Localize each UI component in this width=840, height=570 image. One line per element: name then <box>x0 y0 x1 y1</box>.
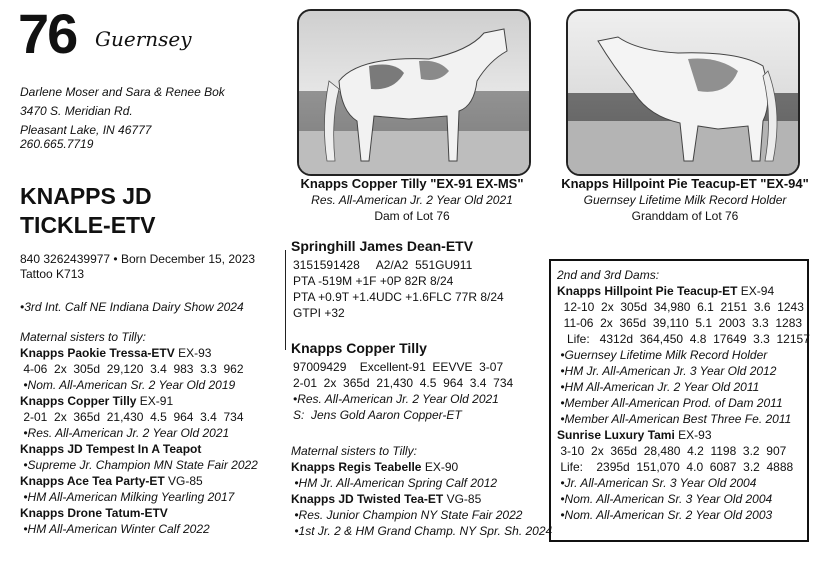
dam-record: 2-01 2x 365d 21,430 4.5 964 3.4 734 <box>293 376 514 390</box>
record-line: Life: 4312d 364,450 4.8 17649 3.3 12157 <box>557 332 810 346</box>
dam-award: •Res. All-American Jr. 2 Year Old 2021 <box>293 392 499 406</box>
award-line: •HM All-American Winter Calf 2022 <box>20 522 210 536</box>
dam-caption <box>282 176 542 224</box>
dam-photo <box>297 9 531 176</box>
sire-pta-1: PTA -519M +1F +0P 82R 8/24 <box>293 274 454 288</box>
animal-entry <box>291 491 552 507</box>
award-line: •Member All-American Prod. of Dam 2011 <box>557 396 783 410</box>
sire-pta-2: PTA +0.9T +1.4UDC +1.6FLC 77R 8/24 <box>293 290 504 304</box>
dam-caption-relation: Dam of Lot 76 <box>374 209 450 223</box>
award-line: •Supreme Jr. Champion MN State Fair 2022 <box>20 458 258 472</box>
sire-name: Springhill James Dean-ETV <box>291 238 474 254</box>
animal-name <box>20 182 155 240</box>
animal-entry <box>557 427 810 443</box>
animal-entry-name: Knapps Hillpoint Pie Teacup-ET <box>557 284 738 298</box>
dam-reg-line: 97009429 Excellent-91 EEVVE 3-07 <box>293 360 504 374</box>
animal-name-line-2: TICKLE-ETV <box>20 212 156 238</box>
award-line: •HM All-American Jr. 2 Year Old 2011 <box>557 380 760 394</box>
sire-details <box>293 257 504 321</box>
left-sisters-heading: Maternal sisters to Tilly: <box>20 330 146 344</box>
award-line: •HM Jr. All-American Spring Calf 2012 <box>291 476 498 490</box>
dams-box-list <box>557 283 810 523</box>
record-line: Life: 2395d 151,070 4.0 6087 3.2 4888 <box>557 460 794 474</box>
granddam-caption <box>542 176 828 224</box>
award-line: •1st Jr. 2 & HM Grand Champ. NY Spr. Sh. 2024 <box>291 524 553 538</box>
record-line: 3-10 2x 365d 28,480 4.2 1198 3.2 907 <box>557 444 787 458</box>
animal-entry-score: EX-90 <box>421 460 459 474</box>
breed-label: Guernsey <box>95 27 192 51</box>
animal-entry-name: Knapps Regis Teabelle <box>291 460 422 474</box>
cow-image-granddam <box>568 11 798 174</box>
animal-entry <box>20 345 258 361</box>
dam-caption-award: Res. All-American Jr. 2 Year Old 2021 <box>311 193 513 207</box>
dam-sire-line: S: Jens Gold Aaron Copper-ET <box>293 408 462 422</box>
sire-gtpi: GTPI +32 <box>293 306 345 320</box>
animal-entry-score: EX-93 <box>174 346 212 360</box>
animal-entry <box>20 473 258 489</box>
granddam-photo <box>566 9 800 176</box>
animal-entry <box>291 459 552 475</box>
show-award: •3rd Int. Calf NE Indiana Dairy Show 2024 <box>20 300 244 314</box>
dams-box-heading: 2nd and 3rd Dams: <box>557 268 660 282</box>
award-line: •HM Jr. All-American Jr. 3 Year Old 2012 <box>557 364 777 378</box>
second-third-dams-box <box>549 259 809 542</box>
granddam-caption-relation: Granddam of Lot 76 <box>631 209 739 223</box>
sire-reg-line: 3151591428 A2/A2 551GU911 <box>293 258 473 272</box>
animal-entry-name: Knapps Drone Tatum-ETV <box>20 506 168 520</box>
dam-details <box>293 359 513 423</box>
animal-entry-name: Knapps Paokie Tressa-ETV <box>20 346 175 360</box>
left-sisters-list <box>20 345 258 537</box>
animal-entry-name: Knapps Copper Tilly <box>20 394 137 408</box>
award-line: •HM All-American Milking Yearling 2017 <box>20 490 235 504</box>
record-line: 12-10 2x 305d 34,980 6.1 2151 3.6 1243 <box>557 300 804 314</box>
dam-caption-name: Knapps Copper Tilly "EX-91 EX-MS" <box>300 176 524 191</box>
award-line: •Nom. All-American Sr. 3 Year Old 2004 <box>557 492 773 506</box>
cow-image-dam <box>299 11 529 174</box>
dam-name: Knapps Copper Tilly <box>291 340 427 356</box>
animal-entry-name: Knapps Ace Tea Party-ET <box>20 474 165 488</box>
animal-entry <box>20 441 258 457</box>
mid-sisters-heading: Maternal sisters to Tilly: <box>291 444 417 458</box>
award-line: •Res. All-American Jr. 2 Year Old 2021 <box>20 426 230 440</box>
animal-entry-name: Knapps JD Twisted Tea-ET <box>291 492 444 506</box>
granddam-caption-award: Guernsey Lifetime Milk Record Holder <box>583 193 787 207</box>
award-line: •Res. Junior Champion NY State Fair 2022 <box>291 508 523 522</box>
award-line: •Member All-American Best Three Fe. 2011 <box>557 412 792 426</box>
mid-sisters-list <box>291 459 552 539</box>
registration-line: 840 3262439977 • Born December 15, 2023 <box>20 252 256 266</box>
record-line: 11-06 2x 365d 39,110 5.1 2003 3.3 1283 <box>557 316 803 330</box>
consignor-name: Darlene Moser and Sara & Renee Bok <box>20 85 225 99</box>
pedigree-rule <box>285 250 286 350</box>
animal-entry-score: EX-93 <box>674 428 712 442</box>
consignor-phone: 260.665.7719 <box>20 137 94 151</box>
consignor-street: 3470 S. Meridian Rd. <box>20 104 133 118</box>
animal-entry-name: Knapps JD Tempest In A Teapot <box>20 442 202 456</box>
award-line: •Guernsey Lifetime Milk Record Holder <box>557 348 768 362</box>
granddam-caption-name: Knapps Hillpoint Pie Teacup-ET "EX-94" <box>561 176 809 191</box>
animal-entry-score: EX-94 <box>737 284 775 298</box>
animal-entry-score: VG-85 <box>443 492 482 506</box>
lot-number: 76 <box>18 2 77 65</box>
animal-entry <box>20 505 258 521</box>
animal-name-line-1: KNAPPS JD <box>20 183 152 209</box>
animal-entry-score: EX-91 <box>136 394 174 408</box>
animal-entry-score: VG-85 <box>164 474 203 488</box>
animal-entry <box>20 393 258 409</box>
record-line: 2-01 2x 365d 21,430 4.5 964 3.4 734 <box>20 410 244 424</box>
record-line: 4-06 2x 305d 29,120 3.4 983 3.3 962 <box>20 362 244 376</box>
award-line: •Nom. All-American Sr. 2 Year Old 2003 <box>557 508 773 522</box>
animal-entry <box>557 283 810 299</box>
award-line: •Jr. All-American Sr. 3 Year Old 2004 <box>557 476 757 490</box>
tattoo-line: Tattoo K713 <box>20 267 85 281</box>
animal-entry-name: Sunrise Luxury Tami <box>557 428 675 442</box>
consignor-city: Pleasant Lake, IN 46777 <box>20 123 152 137</box>
award-line: •Nom. All-American Sr. 2 Year Old 2019 <box>20 378 236 392</box>
